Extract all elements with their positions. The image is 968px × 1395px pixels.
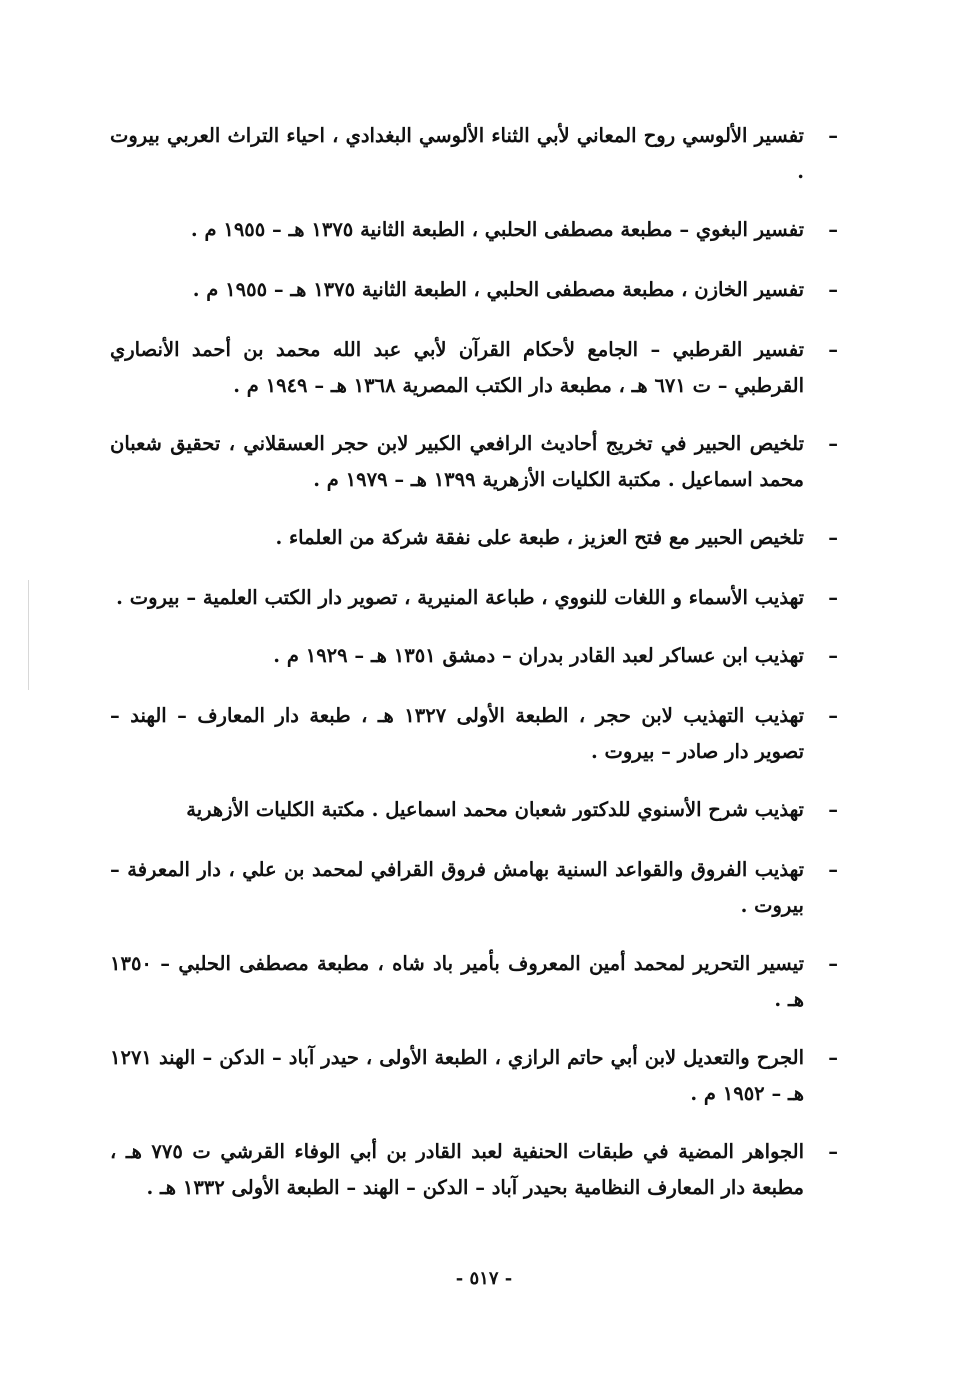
bibliography-entry-10: [110, 792, 838, 828]
entry-text: الجرح والتعديل لابن أبي حاتم الرازي ، الطبعة الأولى ، حيدر آباد – الدكن – الهند ١٢٧١ هـ – ١٩٥٢ م .: [110, 1046, 804, 1105]
entry-dash: –: [828, 432, 838, 455]
entry-text: تلخيص الحبير في تخريج أحاديث الرافعي الكبير لابن حجر العسقلاني ، تحقيق شعبان محمد اسماعيل . مكتبة الكليات الأزهرية ١٣٩٩ هـ – ١٩٧٩ م .: [110, 432, 804, 491]
entry-text: تلخيص الحبير مع فتح العزيز ، طبعة على نفقة شركة من العلماء .: [275, 526, 804, 549]
entry-dash: –: [828, 526, 838, 549]
entry-dash: –: [828, 1140, 838, 1163]
bibliography-entry-2: [110, 212, 838, 248]
entry-dash: –: [828, 586, 838, 609]
entry-text: تفسير القرطبي – الجامع لأحكام القرآن لأبي عبد الله محمد بن أحمد الأنصاري القرطبي – ت ٦٧١ هـ ، مطبعة دار الكتب المصرية ١٣٦٨ هـ – ١٩٤٩ م .: [110, 338, 804, 397]
entry-text: تفسير الخازن ، مطبعة مصطفى الحلبي ، الطبعة الثانية ١٣٧٥ هـ – ١٩٥٥ م .: [192, 278, 804, 301]
entry-dash: –: [828, 952, 838, 975]
entry-dash: –: [828, 704, 838, 727]
scan-margin-line: [28, 580, 29, 690]
entry-text: تهذيب الأسماء و اللغات للنووي ، طباعة المنيرية ، تصوير دار الكتب العلمية – بيروت .: [116, 586, 804, 609]
bibliography-entry-4: [110, 332, 838, 404]
bibliography-entry-9: [110, 698, 838, 770]
entry-dash: –: [828, 338, 838, 361]
bibliography-entry-13: [110, 1040, 838, 1112]
entry-dash: –: [828, 124, 838, 147]
entry-text: تهذيب ابن عساكر لعبد القادر بدران – دمشق ١٣٥١ هـ – ١٩٢٩ م .: [273, 644, 804, 667]
entry-text: تيسير التحرير لمحمد أمين المعروف بأمير باد شاه ، مطبعة مصطفى الحلبي – ١٣٥٠ هـ .: [110, 952, 804, 1011]
bibliography-entry-7: [110, 580, 838, 616]
bibliography-list: [110, 118, 838, 1298]
bibliography-entry-11: [110, 852, 838, 924]
page-number: - ٥١٧ -: [455, 1268, 513, 1289]
entry-dash: –: [828, 218, 838, 241]
bibliography-entry-14: [110, 1134, 838, 1206]
entry-dash: –: [828, 1046, 838, 1069]
bibliography-entry-8: [110, 638, 838, 674]
entry-dash: –: [828, 798, 838, 821]
bibliography-entry-3: [110, 272, 838, 308]
entry-text: تفسير البغوي – مطبعة مصطفى الحلبي ، الطبعة الثانية ١٣٧٥ هـ – ١٩٥٥ م .: [190, 218, 804, 241]
entry-text: تهذيب التهذيب لابن حجر ، الطبعة الأولى ١٣٢٧ هـ ، طبعة دار المعارف – الهند – تصوير دار صادر – بيروت .: [110, 704, 804, 763]
entry-dash: –: [828, 644, 838, 667]
bibliography-entry-1: [110, 118, 838, 190]
bibliography-entry-5: [110, 426, 838, 498]
entry-dash: –: [828, 858, 838, 881]
entry-text: تهذيب شرح الأسنوي للدكتور شعبان محمد اسماعيل . مكتبة الكليات الأزهرية: [186, 798, 804, 821]
entry-text: الجواهر المضية في طبقات الحنفية لعبد القادر بن أبي الوفاء القرشي ت ٧٧٥ هـ ، مطبعة دار المعارف النظامية بحيدر آباد – الدكن – الهند – الطبعة الأولى ١٣٣٢ هـ .: [110, 1140, 805, 1199]
entry-dash: –: [828, 278, 838, 301]
entry-text: تهذيب الفروق والقواعد السنية بهامش فروق القرافي لمحمد بن علي ، دار المعرفة – بيروت .: [110, 858, 804, 917]
entry-text: تفسير الألوسي روح المعاني لأبي الثناء الألوسي البغدادي ، احياء التراث العربي بيروت .: [110, 124, 804, 183]
bibliography-entry-12: [110, 946, 838, 1018]
bibliography-entry-6: [110, 520, 838, 556]
